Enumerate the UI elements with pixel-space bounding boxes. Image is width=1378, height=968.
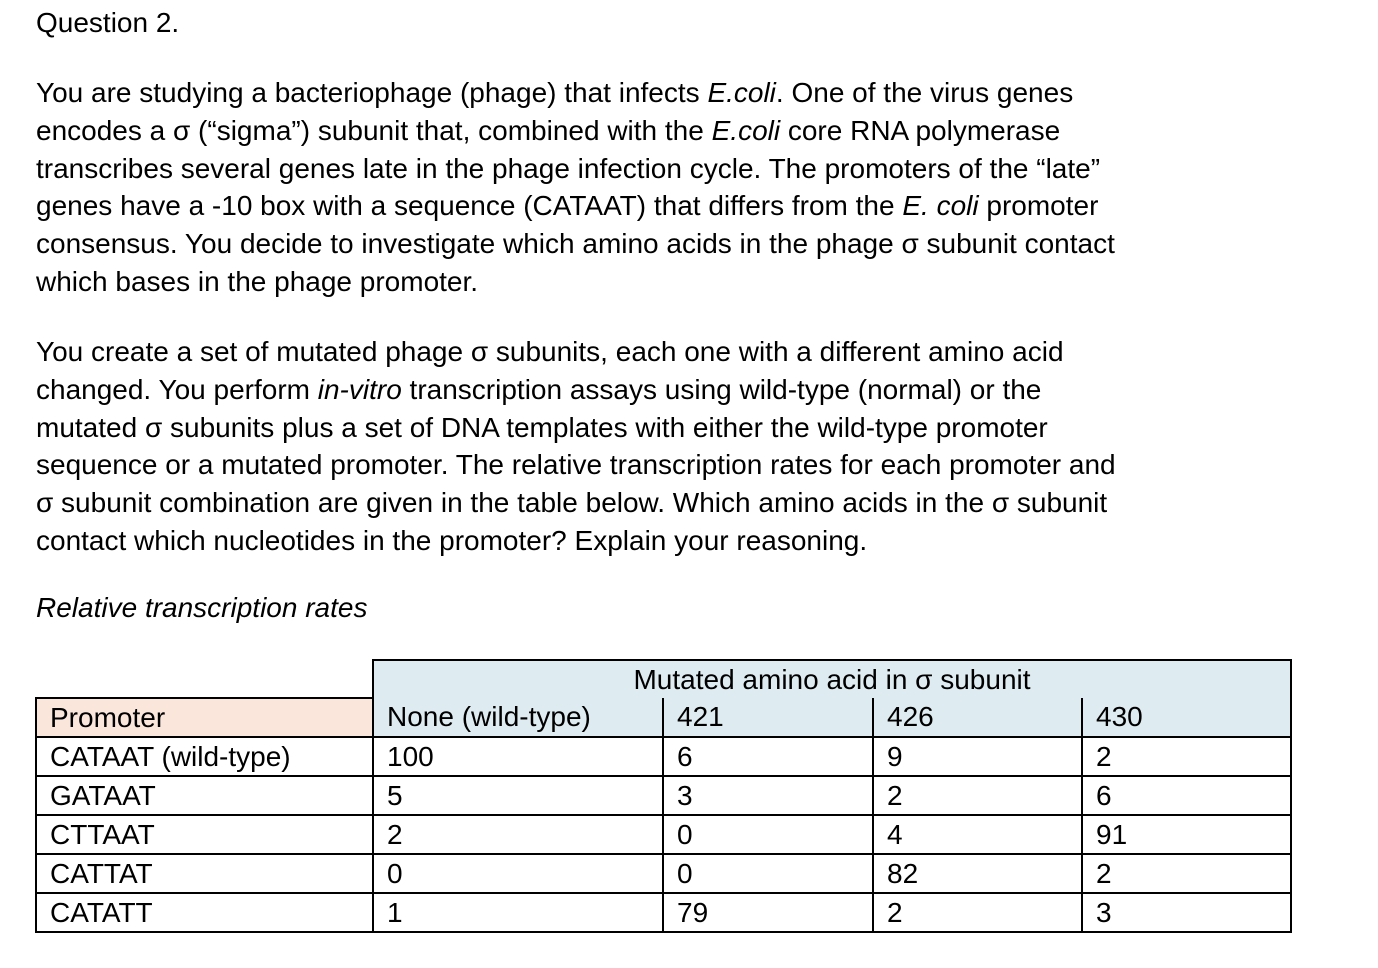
promoter-cell: CATTAT xyxy=(36,854,373,893)
paragraph-line: mutated σ subunits plus a set of DNA templates with either the wild-type promoter xyxy=(36,411,1048,443)
column-header: 430 xyxy=(1082,698,1291,737)
promoter-cell: CTTAAT xyxy=(36,815,373,854)
promoter-column-header: Promoter xyxy=(36,698,373,737)
promoter-cell: CATAAT (wild-type) xyxy=(36,737,373,776)
table-row xyxy=(36,854,1291,893)
promoter-cell: GATAAT xyxy=(36,776,373,815)
paragraph-line: contact which nucleotides in the promoter? Explain your reasoning. xyxy=(36,524,868,556)
rate-cell: 4 xyxy=(873,815,1082,854)
transcription-rates-table xyxy=(35,659,1292,933)
paragraph-line: consensus. You decide to investigate which amino acids in the phage σ subunit contact xyxy=(36,228,1115,260)
paragraph-line: which bases in the phage promoter. xyxy=(36,265,479,297)
group-header: Mutated amino acid in σ subunit xyxy=(373,660,1291,698)
group-header-row xyxy=(36,660,1291,698)
table-row xyxy=(36,893,1291,932)
question-title: Question 2. xyxy=(36,7,180,38)
organism-name: E.coli xyxy=(707,77,776,108)
rate-cell: 5 xyxy=(373,776,663,815)
rate-cell: 2 xyxy=(1082,737,1291,776)
rate-cell: 0 xyxy=(663,854,873,893)
column-header-row xyxy=(36,698,1291,737)
table-row xyxy=(36,737,1291,776)
column-header: 426 xyxy=(873,698,1082,737)
column-header: 421 xyxy=(663,698,873,737)
rate-cell: 2 xyxy=(873,776,1082,815)
text-span: encodes a σ (“sigma”) subunit that, combined with the xyxy=(36,114,712,146)
column-header: None (wild-type) xyxy=(373,698,663,737)
rate-cell: 6 xyxy=(663,737,873,776)
rate-cell: 2 xyxy=(873,893,1082,932)
text-span: You are studying a bacteriophage (phage) that infects xyxy=(36,77,708,108)
rate-cell: 0 xyxy=(373,854,663,893)
paragraph-line xyxy=(36,74,1296,112)
text-span: core RNA polymerase xyxy=(780,114,1061,146)
promoter-cell: CATATT xyxy=(36,893,373,932)
paragraph-line: sequence or a mutated promoter. The relative transcription rates for each promoter and xyxy=(36,449,1116,481)
table-row xyxy=(36,776,1291,815)
rate-cell: 1 xyxy=(373,893,663,932)
rate-cell: 9 xyxy=(873,737,1082,776)
text-span: transcription assays using wild-type (normal) or the xyxy=(401,373,1042,405)
text-span: genes have a -10 box with a sequence (CATAAT) that differs from the xyxy=(36,190,903,222)
rate-cell: 3 xyxy=(1082,893,1291,932)
rate-cell: 2 xyxy=(373,815,663,854)
paragraph-line: transcribes several genes late in the phage infection cycle. The promoters of the “late” xyxy=(36,152,1101,184)
rate-cell: 82 xyxy=(873,854,1082,893)
paragraph-line xyxy=(36,112,1296,150)
text-span: promoter xyxy=(978,190,1099,222)
paragraph-line: You create a set of mutated phage σ subunits, each one with a different amino acid xyxy=(36,336,1064,367)
paragraph-line xyxy=(36,187,1296,225)
rate-cell: 6 xyxy=(1082,776,1291,815)
text-span: changed. You perform xyxy=(36,373,318,405)
in-vitro-term: in-vitro xyxy=(317,373,402,405)
organism-name: E. coli xyxy=(902,190,979,222)
text-span: . One of the virus genes xyxy=(775,77,1074,108)
rate-cell: 3 xyxy=(663,776,873,815)
task-paragraph xyxy=(36,333,1296,560)
intro-paragraph xyxy=(36,74,1296,301)
rate-cell: 79 xyxy=(663,893,873,932)
empty-corner-cell xyxy=(36,660,373,698)
organism-name: E.coli xyxy=(711,114,781,146)
paragraph-line: σ subunit combination are given in the table below. Which amino acids in the σ subunit xyxy=(36,487,1108,519)
rate-cell: 91 xyxy=(1082,815,1291,854)
rate-cell: 0 xyxy=(663,815,873,854)
table-row xyxy=(36,815,1291,854)
table-caption: Relative transcription rates xyxy=(36,592,368,623)
rate-cell: 100 xyxy=(373,737,663,776)
rate-cell: 2 xyxy=(1082,854,1291,893)
paragraph-line xyxy=(36,371,1296,409)
